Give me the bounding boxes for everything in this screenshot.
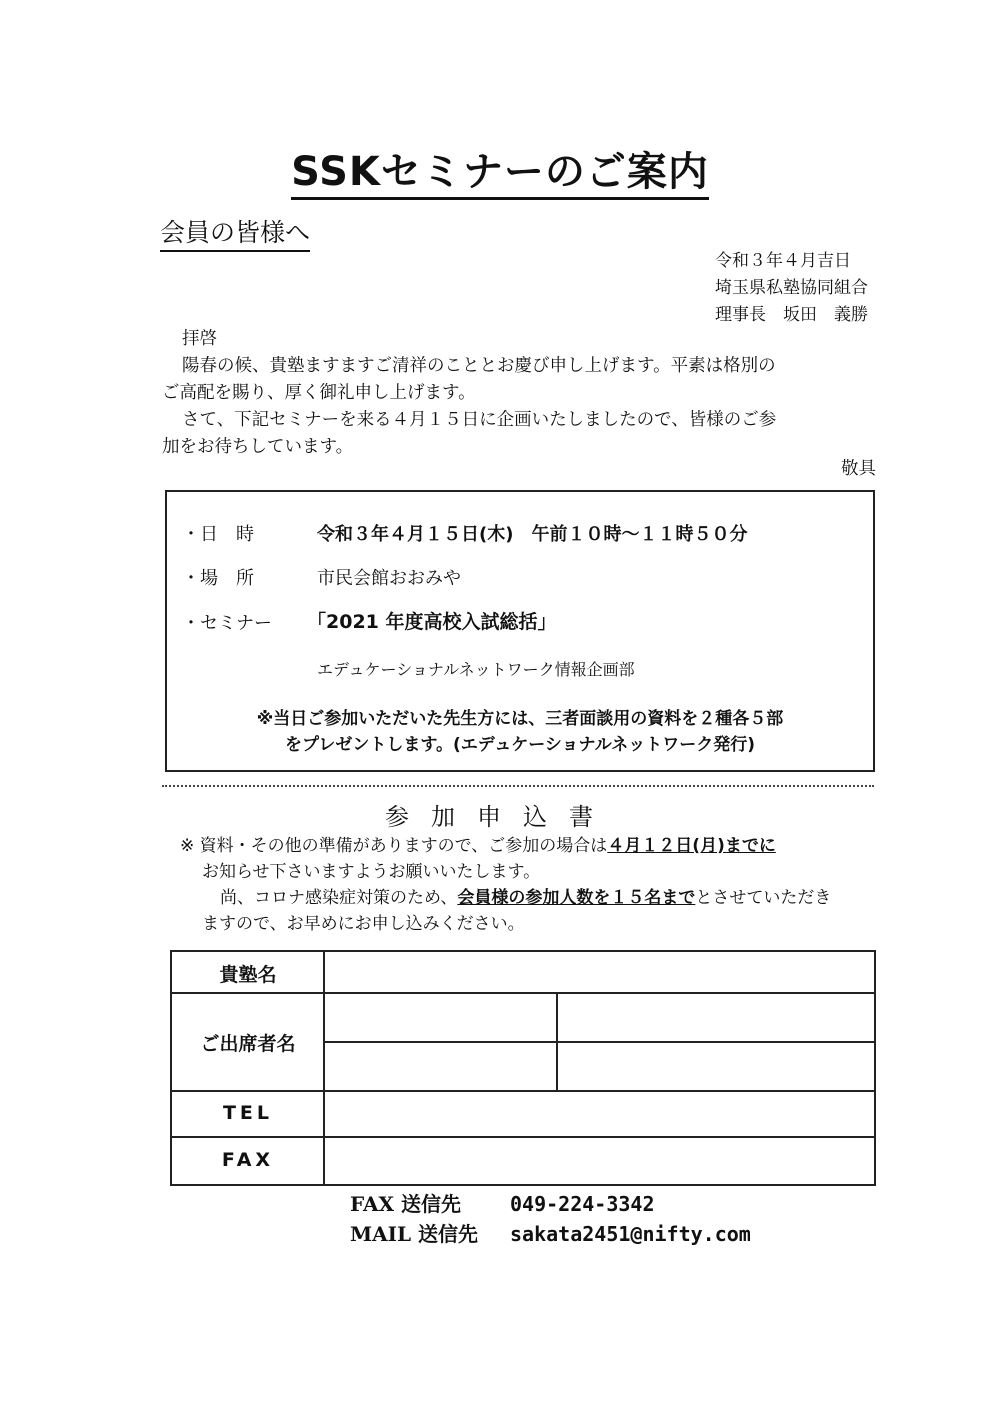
- fax-label: FAX: [221, 1149, 275, 1171]
- seminar-value: 「2021 年度高校入試総括」: [307, 611, 557, 633]
- fax-field[interactable]: [327, 1139, 872, 1182]
- place-label: ・場 所: [182, 568, 254, 589]
- attendee-divider: [556, 992, 558, 1090]
- place-value: 市民会館おおみや: [317, 568, 461, 589]
- seminar-label: ・セミナー: [182, 613, 272, 634]
- letter-line-2: ご高配を賜り、厚く御礼申し上げます。: [162, 383, 476, 403]
- letter-line-4: 加をお待ちしています。: [162, 437, 354, 457]
- attendee-field-4[interactable]: [560, 1044, 872, 1088]
- salutation: 会員の皆様へ: [160, 213, 310, 252]
- form-row-divider: [172, 992, 874, 994]
- tel-field[interactable]: [327, 1093, 872, 1135]
- letter-date: 令和３年４月吉日: [715, 251, 851, 271]
- mail-address[interactable]: sakata2451@nifty.com: [510, 1222, 751, 1246]
- cut-line-divider: [162, 785, 874, 787]
- gift-note-line-2: をプレゼントします。(エデュケーショナルネットワーク発行): [285, 735, 755, 755]
- instruction-line-3-tail: とさせていただき: [695, 888, 832, 908]
- page-title-text: SSKセミナーのご案内: [291, 149, 709, 200]
- application-form: [170, 950, 876, 1186]
- deadline-date: ４月１２日(月)までに: [607, 836, 776, 856]
- sender-chair: 理事長 坂田 義勝: [715, 305, 868, 325]
- attendee-label: ご出席者名: [200, 1033, 296, 1055]
- capacity-limit: 会員様の参加人数を１５名まで: [457, 888, 696, 908]
- instruction-line-4: ますので、お早めにお申し込みください。: [202, 914, 525, 934]
- school-name-label: 貴塾名: [219, 964, 277, 986]
- form-row-divider: [172, 1090, 874, 1092]
- application-title: 参加申込書: [385, 803, 615, 831]
- fax-number: 049-224-3342: [510, 1192, 655, 1216]
- application-instructions: [180, 833, 831, 937]
- school-name-field[interactable]: [327, 954, 872, 990]
- letter-line-1: 陽春の候、貴塾ますますご清祥のこととお慶び申し上げます。平素は格別の: [182, 356, 776, 376]
- attendee-field-2[interactable]: [560, 995, 872, 1039]
- page-title: [0, 140, 1000, 197]
- letter-body: [162, 326, 776, 461]
- letter-closing: 敬具: [841, 459, 876, 479]
- fax-contact: [350, 1188, 655, 1217]
- instruction-line-2: お知らせ下さいますようお願いいたします。: [202, 862, 541, 882]
- letter-opening: 拝啓: [182, 329, 217, 349]
- sender-block: [715, 248, 868, 329]
- letter-line-3: さて、下記セミナーを来る４月１５日に企画いたしましたので、皆様のご参: [182, 410, 777, 430]
- attendee-field-1[interactable]: [327, 995, 555, 1039]
- mail-contact-label: MAIL 送信先: [350, 1222, 479, 1246]
- instruction-line-3: [180, 885, 831, 911]
- instruction-line-1: [180, 833, 831, 859]
- attendee-field-3[interactable]: [327, 1044, 555, 1088]
- fax-contact-label: FAX 送信先: [350, 1192, 462, 1216]
- instruction-line-3-text: 尚、コロナ感染症対策のため、: [220, 888, 458, 908]
- form-row-divider: [172, 1136, 874, 1138]
- presenter: エデュケーショナルネットワーク情報企画部: [317, 660, 635, 679]
- instruction-line-1-text: ※ 資料・その他の準備がありますので、ご参加の場合は: [180, 836, 608, 856]
- gift-note: [167, 706, 873, 758]
- tel-label: TEL: [222, 1102, 274, 1124]
- sender-organization: 埼玉県私塾協同組合: [715, 278, 868, 298]
- seminar-details-box: [165, 490, 875, 772]
- gift-note-line-1: ※当日ご参加いただいた先生方には、三者面談用の資料を２種各５部: [256, 709, 784, 729]
- datetime-label: ・日 時: [182, 524, 254, 545]
- mail-contact: [350, 1218, 751, 1247]
- form-row-divider: [325, 1041, 874, 1043]
- datetime-value: 令和３年４月１５日(木) 午前１０時〜１１時５０分: [317, 524, 748, 545]
